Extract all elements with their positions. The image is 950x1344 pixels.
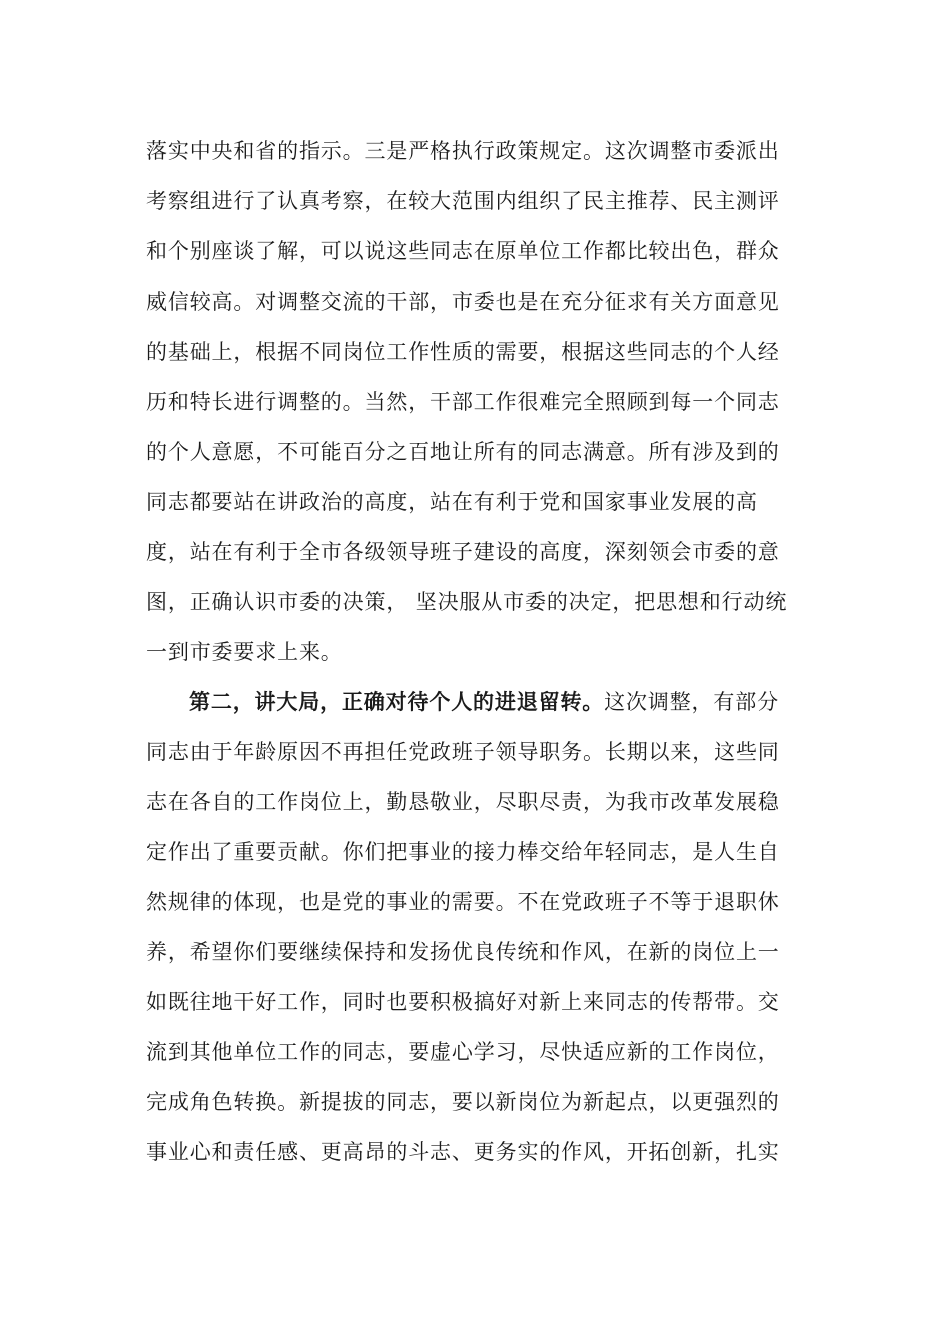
paragraph-line: 一到市委要求上来。 xyxy=(146,640,343,664)
section-2-first-line xyxy=(189,688,779,716)
paragraph-line: 的个人意愿，不可能百分之百地让所有的同志满意。所有涉及到的 xyxy=(146,440,780,464)
paragraph-line: 如既往地干好工作，同时也要积极搞好对新上来同志的传帮带。交 xyxy=(146,990,780,1014)
paragraph-line: 和个别座谈了解，可以说这些同志在原单位工作都比较出色，群众 xyxy=(146,239,780,263)
paragraph-line: 考察组进行了认真考察，在较大范围内组织了民主推荐、民主测评 xyxy=(146,189,780,213)
paragraph-line: 历和特长进行调整的。当然，干部工作很难完全照顾到每一个同志 xyxy=(146,390,780,414)
section-2-heading: 第二，讲大局，正确对待个人的进退留转。 xyxy=(189,689,605,714)
paragraph-line: 养，希望你们要继续保持和发扬优良传统和作风，在新的岗位上一 xyxy=(146,940,780,964)
section-2-first-line-text: 这次调整，有部分 xyxy=(604,690,779,714)
paragraph-line: 的基础上，根据不同岗位工作性质的需要，根据这些同志的个人经 xyxy=(146,340,780,364)
paragraph-line: 完成角色转换。新提拔的同志，要以新岗位为新起点，以更强烈的 xyxy=(146,1090,780,1114)
paragraph-line: 图，正确认识市委的决策， 坚决服从市委的决定，把思想和行动统 xyxy=(146,590,788,614)
paragraph-line: 志在各自的工作岗位上，勤恳敬业，尽职尽责，为我市改革发展稳 xyxy=(146,790,780,814)
paragraph-line: 流到其他单位工作的同志，要虚心学习，尽快适应新的工作岗位， xyxy=(146,1040,780,1064)
paragraph-line: 度，站在有利于全市各级领导班子建设的高度，深刻领会市委的意 xyxy=(146,540,780,564)
paragraph-line: 威信较高。对调整交流的干部，市委也是在充分征求有关方面意见 xyxy=(146,290,780,314)
paragraph-line: 落实中央和省的指示。三是严格执行政策规定。这次调整市委派出 xyxy=(146,139,780,163)
paragraph-line: 同志都要站在讲政治的高度，站在有利于党和国家事业发展的高 xyxy=(146,490,758,514)
paragraph-line: 然规律的体现，也是党的事业的需要。不在党政班子不等于退职休 xyxy=(146,890,780,914)
paragraph-line: 定作出了重要贡献。你们把事业的接力棒交给年轻同志，是人生自 xyxy=(146,840,780,864)
paragraph-line: 事业心和责任感、更高昂的斗志、更务实的作风，开拓创新，扎实 xyxy=(146,1140,780,1164)
paragraph-line: 同志由于年龄原因不再担任党政班子领导职务。长期以来，这些同 xyxy=(146,740,780,764)
